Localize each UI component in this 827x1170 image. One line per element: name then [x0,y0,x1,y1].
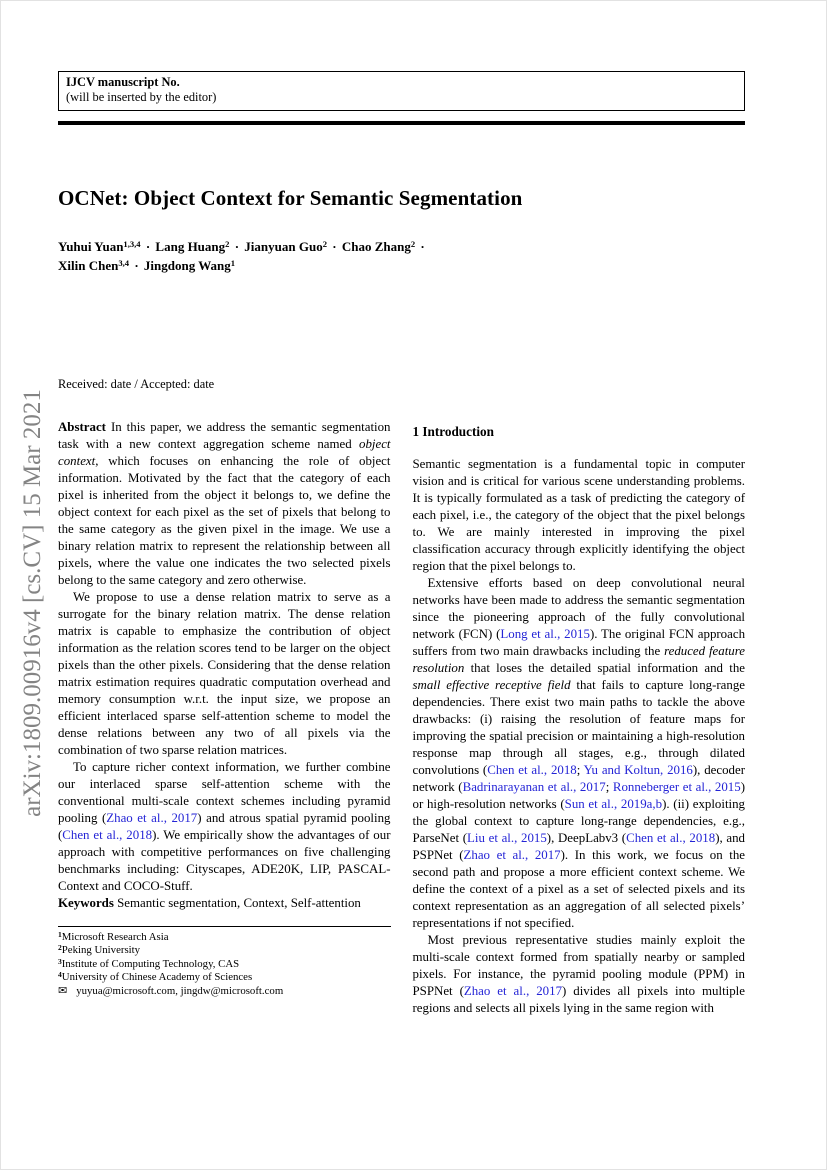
text-segment: ). In this work, we focus on the second path and propose a more efficient context scheme. We define the context of a pixel as a set of selected pixels and its context representation as an aggregation of all selected pixels’ representations if not specified. [412,848,745,930]
received-accepted-line: Received: date / Accepted: date [58,377,215,391]
text-segment: 1 [230,258,236,269]
text-segment: Semantic segmentation is a fundamental topic in computer vision and is critical for various scene understanding problems. It is typically formulated as a task of predicting the category of each pixel, i.e., the category of the object that the pixel belongs to. We are mainly interested in improving the pixel classification accuracy through explicitly identifying the object region that the pixel belongs to. [412,457,745,573]
footnote-block [58,926,391,998]
abstract-paragraph-2 [58,589,391,759]
citation-link[interactable]: Zhao et al., 2017 [463,848,561,862]
text-segment: ; [605,780,613,794]
footnote-text: Peking University [61,944,141,957]
citation-link[interactable]: Chen et al., 2018 [487,763,577,777]
text-segment: Abstract [58,420,106,434]
text-segment: ). We empirically show the advantages of our approach with competitive performances on five challenging benchmarks including: Cityscapes, ADE20K, LIP, PASCAL-Context and COCO-Stuff. [58,828,391,893]
text-segment: Most previous representative studies mainly exploit the multi-scale context formed from spatially nearby or sampled pixels. For instance, the pyramid pooling module (PPM) in PSPNet ( [412,933,745,998]
right-column [413,419,746,1017]
text-segment: 2 [225,239,230,250]
citation-link[interactable]: Liu et al., 2015 [467,831,547,845]
editor-note: (will be inserted by the editor) [66,90,217,104]
footnote-affiliation-4 [58,971,391,984]
text-segment: · [231,239,243,254]
citation-link[interactable]: Yu and Koltun, 2016 [583,763,693,777]
citation-link[interactable]: Zhao et al., 2017 [463,984,563,998]
footnote-text: University of Chinese Academy of Sciences [61,971,253,984]
author-line-2 [58,257,427,276]
manuscript-header-box [58,71,745,111]
arxiv-watermark: arXiv:1809.00916v4 [cs.CV] 15 Mar 2021 [19,389,46,817]
text-segment: 2 [410,239,416,250]
citation-link[interactable]: Long et al., 2015 [500,627,590,641]
text-segment: ), decoder network ( [412,763,746,794]
abstract-paragraph-3 [58,759,391,895]
text-segment: ). The original FCN approach suffers from two main drawbacks including the [412,627,746,658]
text-segment: Extensive efforts based on deep convolutional neural networks have been made to address the semantic segmentation since the pioneering approach of the fully convolutional network (FCN) ( [412,576,745,641]
keywords-line [58,895,391,912]
citation-link[interactable]: Zhao et al., 2017 [106,811,198,825]
text-segment: ) divides all pixels into multiple regions and selects all pixels lying in the same region with [412,984,745,1015]
text-segment: 3,4 [118,258,130,269]
left-column [58,419,391,1017]
text-segment: · [329,239,340,254]
text-segment: Jianyuan Guo [244,239,323,254]
email-addresses: yuyua@microsoft.com, jingdw@microsoft.com [76,984,284,997]
footnote-affiliation-1 [58,931,391,944]
section-heading-introduction: 1 Introduction [412,424,494,439]
text-segment: We propose to use a dense relation matrix to serve as a surrogate for the binary relation matrix. The dense relation matrix is capable to emphasize the contribution of object information as the relation scores tend to be larger on the object pixels than the other pixels. Considering that the dense relation matrix estimation requires quadratic computation overhead and memory consumption w.r.t. the input size, we propose an efficient interlaced sparse self-attention scheme to model the dense relations between any two of all pixels via the combination of two sparse relation matrices. [58,590,391,757]
author-block [58,238,427,276]
text-segment: Jingdong Wang [143,258,231,273]
citation-link[interactable]: Chen et al., 2018 [62,828,153,842]
two-column-body [58,419,745,1017]
author-line-1 [58,238,427,257]
abstract-paragraph-1 [58,419,391,589]
text-segment: Xilin Chen [58,258,119,273]
text-segment: Lang Huang [155,239,226,254]
text-segment: In this paper, we address the semantic segmentation task with a new context aggregation scheme named [58,420,391,451]
manuscript-no: IJCV manuscript No. [66,75,180,89]
footnote-affiliation-3 [58,958,391,971]
text-segment: ) and atrous spatial pyramid pooling ( [58,811,391,842]
text-segment: ), and PSPNet ( [412,831,745,862]
envelope-icon: ✉ [58,984,68,997]
text-segment: reduced feature resolution [412,644,745,675]
footnote-text: Institute of Computing Technology, CAS [61,957,240,970]
text-segment: small effective receptive field [412,678,571,692]
citation-link[interactable]: Ronneberger et al., 2015 [612,780,741,794]
text-segment: Semantic segmentation, Context, Self-attention [113,896,361,910]
text-segment: Yuhui Yuan [58,239,124,254]
text-segment: 1,3,4 [123,239,141,250]
intro-paragraph-1 [413,456,746,575]
text-segment: To capture richer context information, we further combine our interlaced sparse self-attention scheme with the conventional multi-scale context schemes including pyramid pooling ( [58,760,391,825]
text-segment: · [131,258,142,273]
footnote-marker: 4 [58,970,62,980]
text-segment: 2 [322,239,327,250]
text-segment: ), DeepLabv3 ( [546,831,627,845]
footnote-text: Microsoft Research Asia [61,931,169,943]
text-segment: Keywords [58,896,114,910]
intro-paragraph-2 [413,575,746,932]
footnote-marker: 1 [58,929,62,939]
footnote-email-row [58,985,391,998]
text-segment: object context [58,437,391,468]
header-rule [58,121,745,125]
text-segment: ; [576,763,584,777]
text-segment: Chao Zhang [341,239,411,254]
intro-paragraph-3 [413,932,746,1017]
footnote-marker: 2 [58,943,62,953]
text-segment: ) or high-resolution networks ( [412,780,745,811]
text-segment: that fails to capture long-range dependencies. There exist two main paths to tackle the above drawbacks: (i) raising the resolution of feature maps for improving the spatial precision or maintaining a high-resolution response map through all stages, e.g., through dilated convolutions ( [412,678,745,777]
citation-link[interactable]: Badrinarayanan et al., 2017 [462,780,606,794]
footnote-affiliation-2 [58,944,391,957]
paper-title: OCNet: Object Context for Semantic Segmentation [58,186,523,210]
text-segment: · [417,239,425,254]
text-segment: ). (ii) exploiting the global context to capture long-range dependencies, e.g., ParseNet ( [412,797,746,845]
citation-link[interactable]: Chen et al., 2018 [626,831,716,845]
text-segment: , which focuses on enhancing the role of object information. Motivated by the fact that the category of each pixel is inherited from the object it belongs to, we define the object context for each pixel as the set of pixels that belong to the same category as the given pixel in the image. We use a binary relation matrix to represent the relationship between all pixels, where the value one indicates the two selected pixels belong to the same category and zero otherwise. [58,454,391,587]
text-segment: · [142,239,154,254]
footnote-marker: 3 [58,956,62,966]
citation-link[interactable]: Sun et al., 2019a,b [564,797,663,811]
text-segment: that loses the detailed spatial information and the [464,661,745,675]
